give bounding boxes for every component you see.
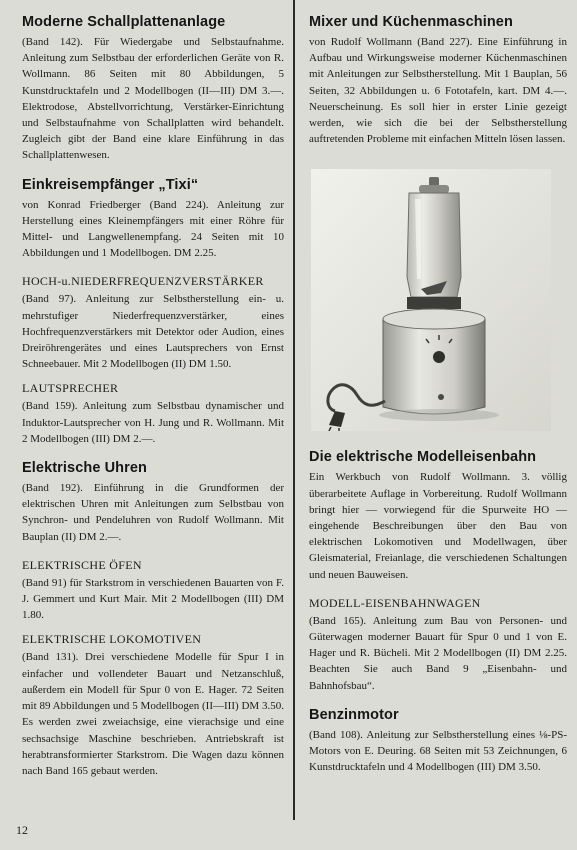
right-column	[309, 14, 567, 784]
section-title: LAUTSPRECHER	[22, 381, 119, 396]
section-lautsprecher	[22, 381, 284, 447]
section-text: von Konrad Friedberger (Band 224). Anleitung zur Herstellung eines Kleinempfängers mit einer Röhre für Mittel- und Langwellenempfang. 24 Seiten mit 10 Abbildungen und 1 Modellbogen. DM 2.25.	[22, 198, 284, 260]
section-title: Benzinmotor	[309, 706, 399, 723]
section-text: (Band 165). Anleitung zum Bau von Personen- und Güterwagen moderner Bauart für Spur 0 und 1 von E. Hager und R. Bücheli. Mit 2 Modellbogen (II) DM 2.25. Beachten Sie auch Band 9 „Eisenbahn- und Bahnhofsbau“.	[309, 614, 567, 692]
section-text: (Band 142). Für Wiedergabe und Selbstaufnahme. Anleitung zum Selbstbau der erforderlichen Geräte von R. Wollmann. 86 Seiten mit 80 Abbildungen, 5 Kunstdrucktafeln und 2 Modellbogen (II—III) DM 3.—. Elektrodose, Abstellvorrichtung, Verstärker-Einrichtung und Selbstaufnahme von Schallplatten wird behandelt. Zugleich gibt der Band eine klare Einführung in das Schallplattenwesen.	[22, 36, 284, 162]
section-tixi	[22, 177, 284, 262]
section-mixer	[309, 14, 567, 147]
section-title: ELEKTRISCHE ÖFEN	[22, 557, 142, 572]
section-title: HOCH-u.NIEDERFREQUENZVERSTÄRKER	[22, 274, 264, 289]
section-title: Die elektrische Modelleisenbahn	[309, 449, 537, 466]
section-text: (Band 91) für Starkstrom in verschiedenen Bauarten von F. J. Gemmert und Kurt Mair. Mit 2 Modellbogen (III) DM 1.80.	[22, 576, 284, 622]
section-uhren	[22, 460, 284, 545]
section-eisenbahnwagen	[309, 596, 567, 694]
section-text: (Band 97). Anleitung zur Selbstherstellung ein- u. mehrstufiger Niederfrequenzverstärker, eines Hochfrequenzverstärkers mit Detektor oder Audion, eines Dreiröhrengerätes und eines Lautsprechers von Ernst Schneebauer. Mit 2 Modellbogen (II) DM 1.50.	[22, 293, 284, 371]
section-lokomotiven	[22, 632, 284, 779]
section-title: Moderne Schallplattenanlage	[22, 14, 226, 30]
page-number: 12	[16, 823, 28, 837]
section-text: Ein Werkbuch von Rudolf Wollmann. 3. völlig überarbeitete Auflage in Vorbereitung. Rudolf Wollmann bringt hier — vorwiegend für die Spurweite HO — eingehende Beschreibungen über den Bau von elektrischen Lokomotiven und Modellwagen, über Gleismaterial, Freianlage, die verschiedenen Schaltungen und neuen Bauweisen.	[309, 471, 567, 581]
section-benzinmotor	[309, 707, 567, 776]
section-title: Elektrische Uhren	[22, 460, 147, 477]
section-schallplattenanlage	[22, 14, 284, 164]
section-oefen	[22, 558, 284, 624]
column-divider	[293, 0, 295, 820]
section-text: von Rudolf Wollmann (Band 227). Eine Einführung in Aufbau und Wirkungsweise moderner Küchenmaschinen mit Anleitungen zur Selbstherstellung. Mit 1 Bauplan, 56 Seiten, 32 Abbildungen u. 6 Fototafeln, kart. DM 4.—. Neuerscheinung. Es soll hier in erster Linie gezeigt werden, wie sich die bei der Selbstherstellung auftretenden Probleme mit einfachen Mitteln lösen lassen.	[309, 36, 567, 146]
section-text: (Band 131). Drei verschiedene Modelle für Spur I in einfacher und vollendeter Bauart und Netzanschluß, außerdem ein Modell für Spur 0 von E. Hager. 72 Seiten mit 89 Abbildungen und 5 Modellbogen (II—III) DM 3.50. Es werden zwei zweiachsige, eine vierachsige und eine sechsachsige Maschine beschrieben. Antriebskraft ist herabtransformierter Starkstrom. Die Wagen dazu können nach Band 165 gebaut werden.	[22, 651, 284, 777]
section-verstaerker	[22, 274, 284, 372]
section-title: Mixer und Küchenmaschinen	[309, 14, 513, 30]
section-title: Einkreisempfänger „Tixi“	[22, 176, 199, 193]
section-text: (Band 108). Anleitung zur Selbstherstellung eines ⅛-PS-Motors von E. Deuring. 68 Seiten mit 53 Zeichnungen, 6 Kunstdrucktafeln und 4 Modellbogen (III) DM 3.50.	[309, 728, 567, 774]
section-modelleisenbahn	[309, 449, 567, 582]
mixer-illustration	[311, 169, 551, 431]
section-title: MODELL-EISENBAHNWAGEN	[309, 595, 481, 610]
left-column	[22, 14, 284, 788]
section-text: (Band 159). Anleitung zum Selbstbau dynamischer und Induktor-Lautsprecher von H. Jung und R. Wollmann. Mit 2 Modellbogen (III) DM 2.—.	[22, 400, 284, 445]
mixer-photo	[311, 169, 551, 431]
section-text: (Band 192). Einführung in die Grundformen der elektrischen Uhren mit Anleitungen zum Selbstbau von Synchron- und Pendeluhren von Rudolf Wollmann. Mit Bauplan (II) DM 2.—.	[22, 482, 284, 543]
section-title: ELEKTRISCHE LOKOMOTIVEN	[22, 632, 202, 647]
